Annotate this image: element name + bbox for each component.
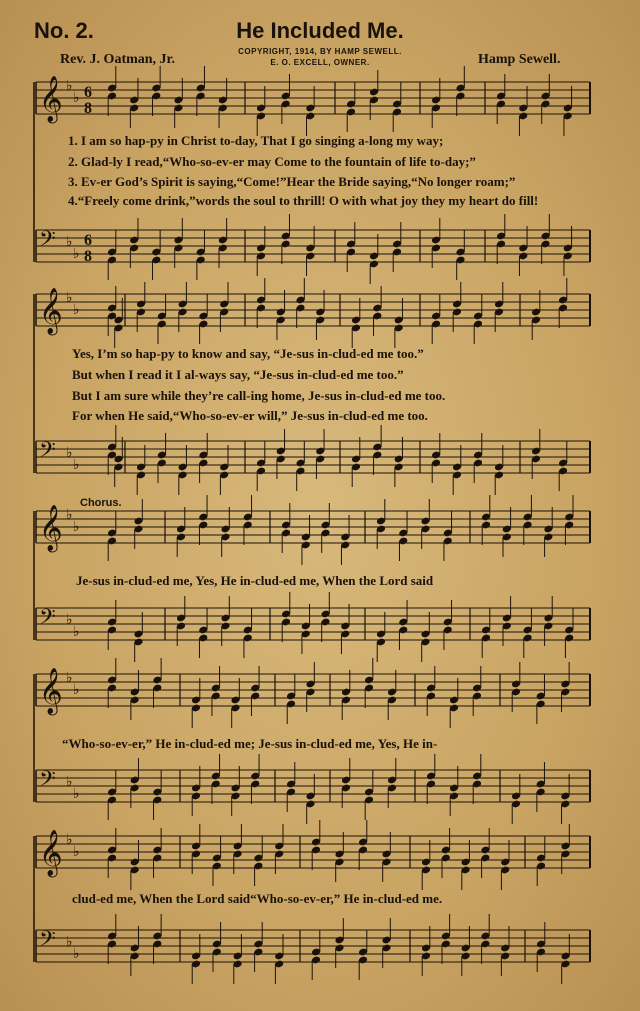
- bass-clef-icon: 𝄢: [39, 767, 56, 797]
- flat-icon: ♭: [66, 774, 73, 790]
- flat-icon: ♭: [66, 670, 73, 686]
- flat-icon: ♭: [73, 786, 80, 802]
- flat-icon: ♭: [73, 946, 80, 962]
- flat-icon: ♭: [73, 682, 80, 698]
- copyright-owner: E. O. EXCELL, OWNER.: [270, 58, 370, 67]
- verse-line-2: 2. Glad-ly I read,“Who-so-ev-er may Come to the fountain of life to-day;”: [68, 154, 476, 169]
- author-credit: Rev. J. Oatman, Jr.: [60, 52, 175, 67]
- chorus-line-1: Je-sus in-clud-ed me, Yes, He in-clud-ed me, When the Lord said: [76, 573, 434, 588]
- flat-icon: ♭: [73, 624, 80, 640]
- verse-line-3: 3. Ev-er God’s Spirit is saying,“Come!”Hear the Bride saying,“No longer roam;”: [68, 174, 516, 189]
- flat-icon: ♭: [73, 519, 80, 535]
- refrain-line-3: But I am sure while they’re call-ing home, Je-sus in-clud-ed me too.: [72, 388, 446, 403]
- time-signature-top: 6: [84, 84, 92, 101]
- chorus-label: Chorus.: [80, 497, 122, 509]
- flat-icon: ♭: [66, 234, 73, 250]
- flat-icon: ♭: [66, 290, 73, 306]
- composer-credit: Hamp Sewell.: [478, 52, 561, 67]
- refrain-line-4: For when He said,“Who-so-ev-er will,” Je-sus in-clud-ed me too.: [72, 408, 428, 423]
- flat-icon: ♭: [73, 302, 80, 318]
- time-signature-bottom: 8: [84, 248, 92, 265]
- flat-icon: ♭: [73, 844, 80, 860]
- chorus-line-3: clud-ed me, When the Lord said“Who-so-ev-er,” He in-clud-ed me.: [72, 891, 443, 906]
- flat-icon: ♭: [73, 457, 80, 473]
- refrain-line-1: Yes, I’m so hap-py to know and say, “Je-sus in-clud-ed me too.”: [72, 346, 424, 361]
- bass-clef-icon: 𝄢: [39, 438, 56, 468]
- treble-clef-icon: 𝄞: [39, 288, 63, 334]
- flat-icon: ♭: [66, 445, 73, 461]
- flat-icon: ♭: [66, 934, 73, 950]
- hymn-title: He Included Me.: [236, 18, 404, 43]
- verse-line-1: 1. I am so hap-py in Christ to-day, That I go singing a-long my way;: [68, 133, 444, 148]
- flat-icon: ♭: [66, 507, 73, 523]
- bass-clef-icon: 𝄢: [39, 227, 56, 257]
- time-signature-top: 6: [84, 232, 92, 249]
- flat-icon: ♭: [73, 246, 80, 262]
- flat-icon: ♭: [66, 612, 73, 628]
- verse-line-4: 4.“Freely come drink,”words the soul to thrill! O with what joy they my heart do fill!: [68, 193, 539, 208]
- bass-clef-icon: 𝄢: [39, 605, 56, 635]
- bass-clef-icon: 𝄢: [39, 927, 56, 957]
- copyright-line: COPYRIGHT, 1914, BY HAMP SEWELL.: [238, 47, 402, 56]
- flat-icon: ♭: [73, 90, 80, 106]
- flat-icon: ♭: [66, 832, 73, 848]
- treble-clef-icon: 𝄞: [39, 668, 63, 714]
- refrain-line-2: But when I read it I al-ways say, “Je-sus in-clud-ed me too.”: [72, 367, 404, 382]
- treble-clef-icon: 𝄞: [39, 830, 63, 876]
- time-signature-bottom: 8: [84, 100, 92, 117]
- treble-clef-icon: 𝄞: [39, 76, 63, 122]
- flat-icon: ♭: [66, 78, 73, 94]
- hymn-number: No. 2.: [34, 18, 94, 43]
- treble-clef-icon: 𝄞: [39, 505, 63, 551]
- chorus-line-2: “Who-so-ev-er,” He in-clud-ed me; Je-sus in-clud-ed me, Yes, He in-: [62, 736, 438, 751]
